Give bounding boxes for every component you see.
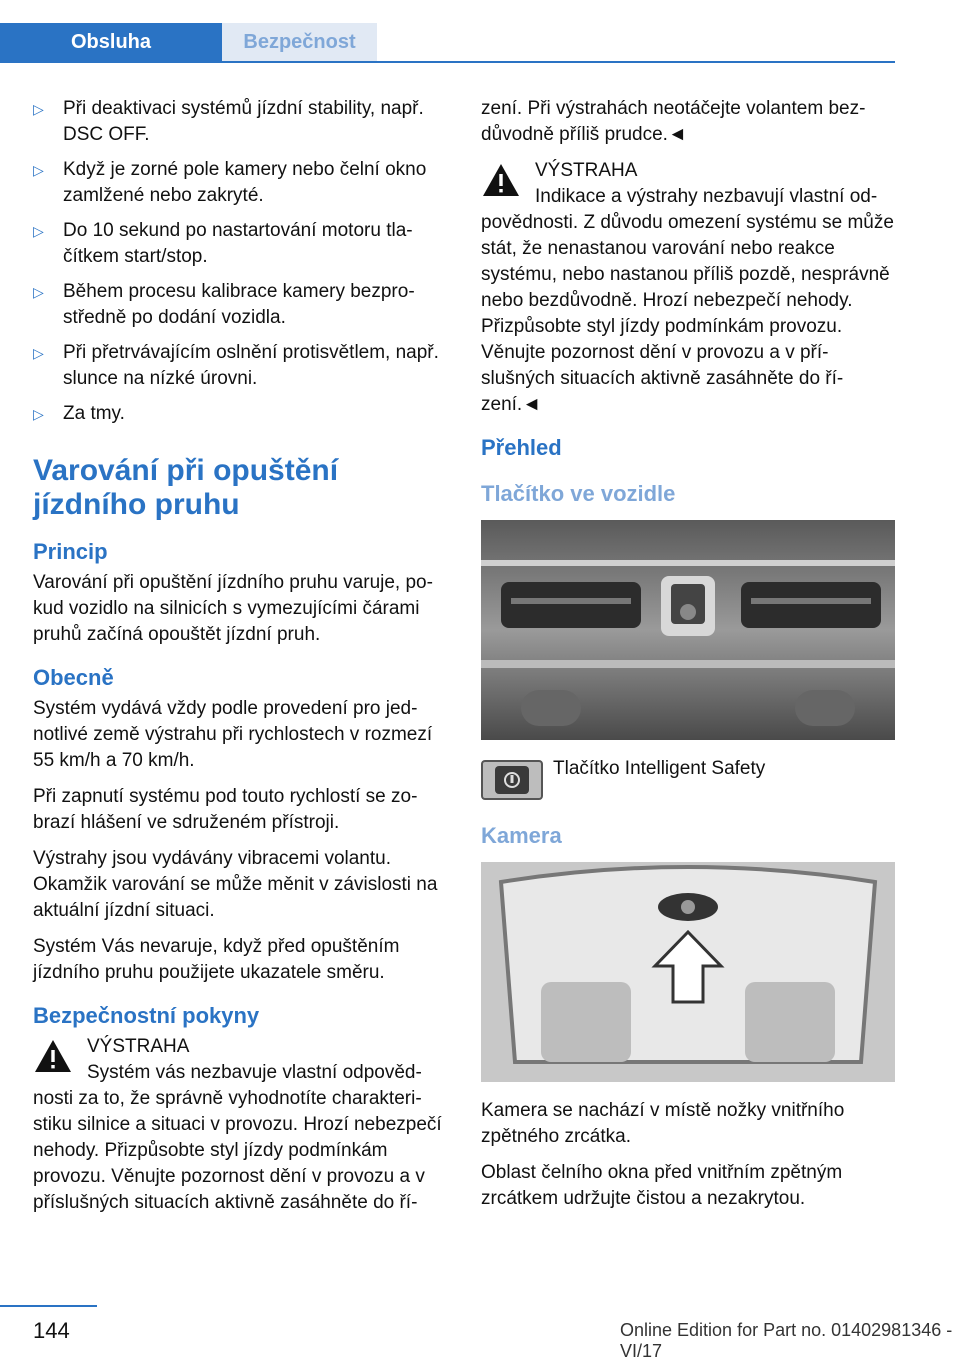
camera-heading: Kamera (481, 823, 562, 848)
prehled-heading: Přehled (481, 435, 562, 460)
warning-block (33, 1034, 448, 1216)
princip-text: Varování při opuštění jízdního pruhu varuje, pokud vozidlo na silnicích s vymezujícími čárami pruhů začíná opouštět jízdní pruh. (33, 572, 433, 645)
camera-paragraph: Oblast čelního okna před vnitřním zpětným zrcátkem udržujte čistou a nezakrytou. (481, 1162, 843, 1209)
triangle-bullet-icon: ▷ (33, 101, 44, 117)
tab-bar (0, 23, 895, 63)
warning-block (481, 158, 896, 418)
obecne-paragraph: Systém Vás nevaruje, když před opuštěním jízdního pruhu použijete ukazatele směru. (33, 936, 400, 983)
left-column (33, 96, 448, 1226)
list-item: ▷ Když je zorné pole kamery nebo čelní okno zamlžené nebo zakryté. (33, 159, 427, 206)
page-number: 144 (33, 1318, 70, 1343)
warning-title: VÝSTRAHA (87, 1036, 190, 1057)
camera-image (481, 862, 895, 1082)
list-item: ▷ Za tmy. (33, 401, 448, 427)
safety-heading: Bezpečnostní pokyny (33, 1003, 260, 1028)
page-number-rule (0, 1305, 97, 1307)
right-column (481, 96, 896, 1222)
list-item: ▷ Během procesu kalibrace kamery bezprostředně po dodání vozidla. (33, 281, 415, 328)
triangle-bullet-icon: ▷ (33, 284, 44, 300)
tab-bezpecnost[interactable]: Bezpečnost (222, 23, 377, 61)
intelligent-safety-button-icon (481, 760, 543, 800)
button-heading: Tlačítko ve vozidle (481, 481, 676, 506)
dashboard-button-image (481, 520, 895, 740)
obecne-heading: Obecně (33, 665, 114, 690)
obecne-paragraph: Výstrahy jsou vydávány vibracemi volantu. Okamžik varování se může měnit v závislosti na aktuální jízdní situaci. (33, 848, 438, 921)
warning-text: Systém vás nezbavuje vlastní odpovědnosti za to, že správně vyhodnotíte charakteristiku silnice a situaci v provozu. Hrozí nebezpečí nehody. Přizpůsobte styl jízdy podmínkám provozu. Věnujte pozornost dění v provozu a v příslušných situacích aktivně zasáhněte do ří- (33, 1062, 442, 1213)
tab-obsluha[interactable]: Obsluha (0, 23, 222, 61)
obecne-paragraph: Při zapnutí systému pod touto rychlostí se zobrazí hlášení ve sdruženém přístroji. (33, 786, 418, 833)
warning-title: VÝSTRAHA (535, 160, 638, 181)
section-title: Varování při opuštění jízdního pruhu (33, 454, 339, 521)
princip-heading: Princip (33, 539, 108, 564)
button-caption-row (481, 756, 896, 804)
list-item: ▷ Do 10 sekund po nastartování motoru tlačítkem start/stop. (33, 220, 413, 267)
warning-triangle-icon (33, 1038, 73, 1074)
camera-paragraph: Kamera se nachází v místě nožky vnitřního zpětného zrcátka. (481, 1100, 845, 1147)
condition-list (33, 96, 448, 427)
warning-text: Indikace a výstrahy nezbavují vlastní odpovědnosti. Z důvodu omezení systému se může stát, že nenastanou varování nebo reakce systému, nebo nastanou příliš pozdě, nesprávně nebo bezdůvodně. Hrozí nebezpečí nehody. Přizpůsobte styl jízdy podmínkám provozu. Věnujte pozornost dění v provozu a v příslušných situacích aktivně zasáhněte do řízení.◄ (481, 186, 894, 415)
triangle-bullet-icon: ▷ (33, 406, 44, 422)
obecne-paragraph: Systém vydává vždy podle provedení pro jednotlivé země výstrahu při rychlostech v rozmezí 55 km/h a 70 km/h. (33, 698, 433, 771)
list-item: ▷ Při deaktivaci systémů jízdní stability, např. DSC OFF. (33, 98, 424, 145)
triangle-bullet-icon: ▷ (33, 162, 44, 178)
list-item: ▷ Při přetrvávajícím oslnění protisvětlem, např. slunce na nízké úrovni. (33, 342, 439, 389)
warning-triangle-icon (481, 162, 521, 198)
triangle-bullet-icon: ▷ (33, 345, 44, 361)
button-caption: Tlačítko Intelligent Safety (553, 758, 766, 779)
edition-footer: Online Edition for Part no. 01402981346 - VI/17 (620, 1320, 953, 1361)
triangle-bullet-icon: ▷ (33, 223, 44, 239)
continued-text: zení. Při výstrahách neotáčejte volantem bezdůvodně příliš prudce.◄ (481, 98, 866, 145)
